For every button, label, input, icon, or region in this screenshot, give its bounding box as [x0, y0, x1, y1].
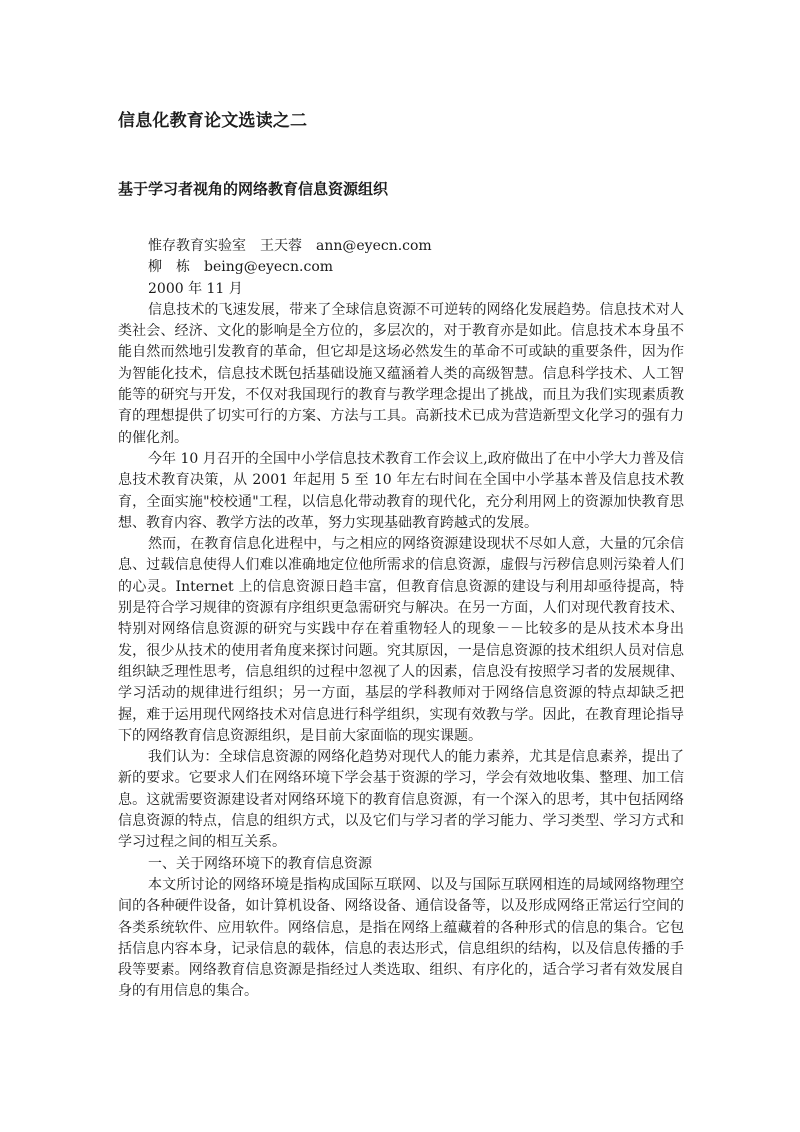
- author-line: 惟存教育实验室 王天蓉 ann@eyecn.com: [148, 238, 432, 254]
- article-title: 基于学习者视角的网络教育信息资源组织: [118, 180, 389, 198]
- series-title: 信息化教育论文选读之二: [118, 111, 308, 131]
- publication-date: 2000 年 11 月: [148, 280, 243, 297]
- body-paragraph: 我们认为：全球信息资源的网络化趋势对现代人的能力素养，尤其是信息素养，提出了新的要求。它要求人们在网络环境下学会基于资源的学习，学会有效地收集、整理、加工信息。这就需要资源建设者对网络环境下的教育信息资源，有一个深入的思考，其中包括网络信息资源的特点，信息的组织方式，以及它们与学习者的学习能力、学习类型、学习方式和学习过程之间的相互关系。: [118, 749, 684, 851]
- section-heading: 一、关于网络环境下的教育信息资源: [148, 855, 372, 872]
- body-paragraph: 今年 10 月召开的全国中小学信息技术教育工作会议上,政府做出了在中小学大力普及信息技术教育决策，从 2001 年起用 5 至 10 年左右时间在全国中小学基本普及信息技术教育，全面实施"校校通"工程，以信息化带动教育的现代化，充分利用网上的资源加快教育思想、教育内容、教学方法的改革，努力实现基础教育跨越式的发展。: [118, 450, 684, 531]
- author-line: 柳 栋 being@eyecn.com: [148, 259, 334, 276]
- body-paragraph: 然而，在教育信息化进程中，与之相应的网络资源建设现状不尽如人意，大量的冗余信息、过载信息使得人们难以准确地定位他所需求的信息资源，虚假与污秽信息则污染着人们的心灵。Internet 上的信息资源日趋丰富，但教育信息资源的建设与利用却亟待提高，特别是符合学习规律的资源有序组织更急需研究与解决。在另一方面，人们对现代教育技术、特别对网络信息资源的研究与实践中存在着重物轻人的现象－－比较多的是从技术本身出发，很少从技术的使用者角度来探讨问题。究其原因，一是信息资源的技术组织人员对信息组织缺乏理性思考，信息组织的过程中忽视了人的因素，信息没有按照学习者的发展规律、学习活动的规律进行组织；另一方面，基层的学科教师对于网络信息资源的特点却缺乏把握，难于运用现代网络技术对信息进行科学组织，实现有效教与学。因此，在教育理论指导下的网络教育信息资源组织，是目前大家面临的现实课题。: [118, 536, 684, 744]
- body-paragraph: 信息技术的飞速发展，带来了全球信息资源不可逆转的网络化发展趋势。信息技术对人类社会、经济、文化的影响是全方位的，多层次的，对于教育亦是如此。信息技术本身虽不能自然而然地引发教育的革命，但它却是这场必然发生的革命不可或缺的重要条件，因为作为智能化技术，信息技术既包括基础设施又蕴涵着人类的高级智慧。信息科学技术、人工智能等的研究与开发，不仅对我国现行的教育与教学理念提出了挑战，而且为我们实现素质教育的理想提供了切实可行的方案、方法与工具。高新技术已成为营造新型文化学习的强有力的催化剂。: [118, 301, 684, 446]
- body-paragraph: 本文所讨论的网络环境是指构成国际互联网、以及与国际互联网相连的局域网络物理空间的各种硬件设备，如计算机设备、网络设备、通信设备等，以及形成网络正常运行空间的各类系统软件、应用软件。网络信息，是指在网络上蕴藏着的各种形式的信息的集合。它包括信息内容本身，记录信息的载体，信息的表达形式，信息组织的结构，以及信息传播的手段等要素。网络教育信息资源是指经过人类选取、组织、有序化的，适合学习者有效发展自身的有用信息的集合。: [118, 876, 684, 1000]
- article-body: [118, 236, 684, 1003]
